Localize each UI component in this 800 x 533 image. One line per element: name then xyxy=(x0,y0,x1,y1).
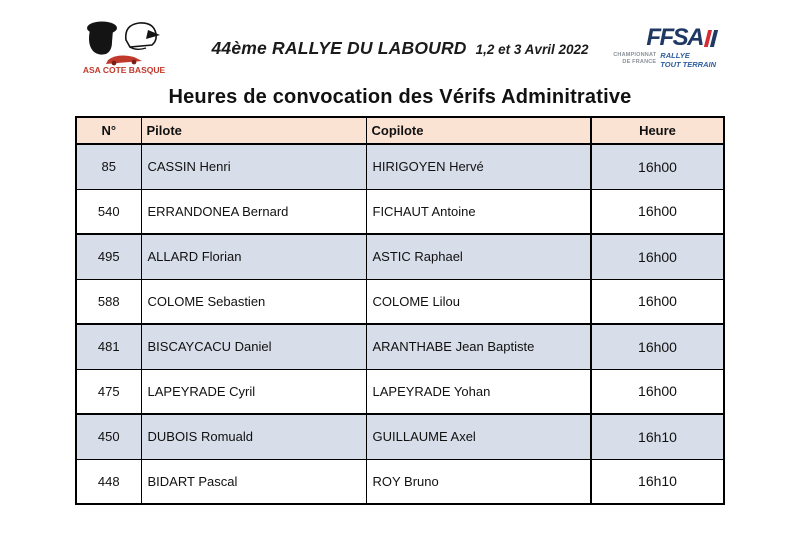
ffsa-flag-icon xyxy=(704,30,718,47)
ffsa-rallye-tout-terrain xyxy=(660,52,716,69)
ffsa-wordmark xyxy=(612,26,716,50)
table-row xyxy=(76,369,724,414)
cell-heure: 16h00 xyxy=(591,324,724,369)
cell-pilote: BISCAYCACU Daniel xyxy=(141,324,366,369)
table-body xyxy=(76,144,724,504)
column-header-pilote: Pilote xyxy=(141,117,366,144)
cell-copilote: ASTIC Raphael xyxy=(366,234,591,279)
table-row xyxy=(76,189,724,234)
cell-copilote: FICHAUT Antoine xyxy=(366,189,591,234)
cell-num: 450 xyxy=(76,414,141,459)
cell-heure: 16h10 xyxy=(591,414,724,459)
beret-head-icon xyxy=(87,22,117,55)
ffsa-championnat-line2: DE FRANCE xyxy=(622,58,657,65)
table-header xyxy=(76,117,724,144)
cell-copilote: HIRIGOYEN Hervé xyxy=(366,144,591,189)
cell-pilote: BIDART Pascal xyxy=(141,459,366,504)
ffsa-championnat-line1: CHAMPIONNAT xyxy=(613,52,657,58)
cell-num: 540 xyxy=(76,189,141,234)
cell-num: 481 xyxy=(76,324,141,369)
page-title: Heures de convocation des Vérifs Adminitrative xyxy=(168,86,632,108)
table-row xyxy=(76,459,724,504)
column-header-heure: Heure xyxy=(591,117,724,144)
table-row xyxy=(76,324,724,369)
document-header xyxy=(0,0,800,86)
cell-pilote: CASSIN Henri xyxy=(141,144,366,189)
cell-num: 588 xyxy=(76,279,141,324)
cell-heure: 16h00 xyxy=(591,234,724,279)
cell-num: 495 xyxy=(76,234,141,279)
cell-heure: 16h00 xyxy=(591,189,724,234)
cell-copilote: ROY Bruno xyxy=(366,459,591,504)
cell-pilote: ERRANDONEA Bernard xyxy=(141,189,366,234)
cell-copilote: ARANTHABE Jean Baptiste xyxy=(366,324,591,369)
cell-heure: 16h10 xyxy=(591,459,724,504)
table-row xyxy=(76,414,724,459)
title-block xyxy=(120,38,680,59)
column-header-copilote: Copilote xyxy=(366,117,591,144)
rally-date: 1,2 et 3 Avril 2022 xyxy=(475,42,589,57)
rally-title: 44ème RALLYE DU LABOURD xyxy=(211,38,467,58)
table-row xyxy=(76,144,724,189)
ffsa-subtitle xyxy=(612,52,716,69)
cell-copilote: GUILLAUME Axel xyxy=(366,414,591,459)
ffsa-rallye-line1: RALLYE xyxy=(660,51,690,60)
ffsa-rallye-line2: TOUT TERRAIN xyxy=(660,59,716,69)
club-logo-text: ASA COTE BASQUE xyxy=(82,65,166,75)
header-row xyxy=(76,117,724,144)
cell-pilote: LAPEYRADE Cyril xyxy=(141,369,366,414)
cell-copilote: LAPEYRADE Yohan xyxy=(366,369,591,414)
column-header-num: N° xyxy=(76,117,141,144)
cell-heure: 16h00 xyxy=(591,279,724,324)
cell-num: 448 xyxy=(76,459,141,504)
cell-copilote: COLOME Lilou xyxy=(366,279,591,324)
convocation-table xyxy=(75,116,725,505)
cell-pilote: DUBOIS Romuald xyxy=(141,414,366,459)
cell-num: 85 xyxy=(76,144,141,189)
ffsa-logo xyxy=(612,26,716,69)
table-row xyxy=(76,234,724,279)
ffsa-championnat xyxy=(613,52,656,66)
ffsa-name: FFSA xyxy=(646,24,703,51)
cell-heure: 16h00 xyxy=(591,369,724,414)
cell-pilote: ALLARD Florian xyxy=(141,234,366,279)
cell-pilote: COLOME Sebastien xyxy=(141,279,366,324)
table-row xyxy=(76,279,724,324)
cell-num: 475 xyxy=(76,369,141,414)
cell-heure: 16h00 xyxy=(591,144,724,189)
